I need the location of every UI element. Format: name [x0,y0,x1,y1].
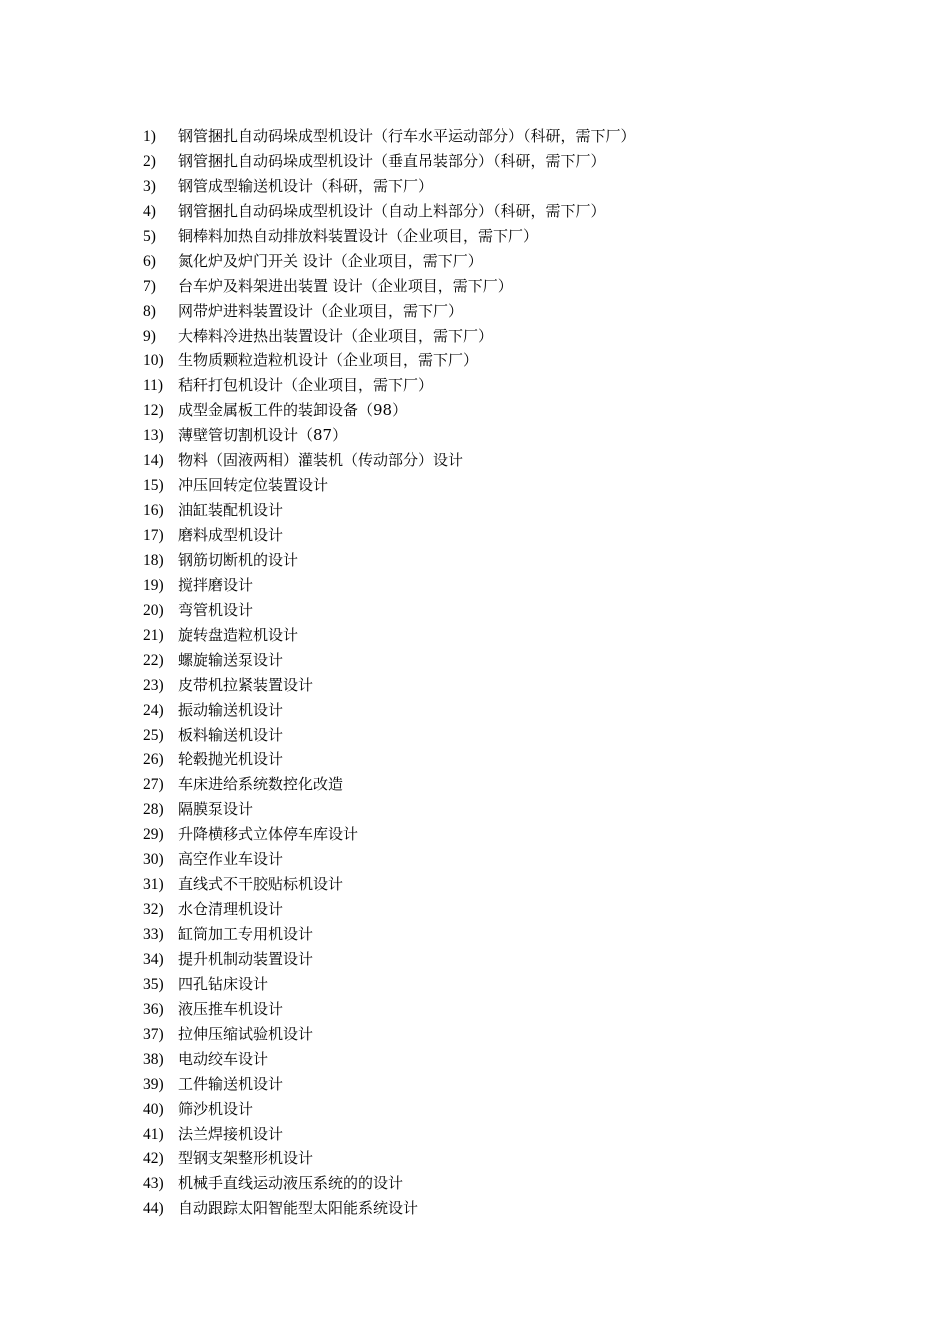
list-item-text: 四孔钻床设计 [178,974,269,993]
list-item-number: 28) [143,801,164,819]
list-item-text: 磨料成型机设计 [178,526,284,544]
list-item-number: 5) [143,227,156,245]
list-item [143,1097,636,1122]
list-item-number: 6) [143,252,156,270]
list-item [143,648,636,673]
list-item-number: 41) [143,1125,164,1143]
list-item-number: 12) [143,402,164,420]
list-item-number: 19) [143,576,164,594]
list-item-number: 4) [143,202,156,220]
list-item-text: 自动跟踪太阳智能型太阳能系统设计 [178,1199,419,1218]
list-item [143,772,636,797]
list-item-text: 工件输送机设计 [178,1074,284,1093]
list-item [143,199,636,224]
list-item-number: 10) [143,352,164,370]
list-item [143,897,636,922]
list-item-text: 筛沙机设计 [178,1099,254,1118]
list-item-text: 铜棒料加热自动排放料装置设计（企业项目，需下厂） [178,226,539,245]
list-item-text: 钢筋切断机的设计 [178,550,299,569]
list-item-text: 钢管捆扎自动码垛成型机设计（垂直吊装部分）（科研，需下厂） [178,151,606,170]
list-item-text: 缸筒加工专用机设计 [178,925,314,943]
list-item-text: 秸秆打包机设计（企业项目，需下厂） [178,376,434,395]
list-item [143,498,636,523]
list-item [143,822,636,847]
list-item-text: 车床进给系统数控化改造 [178,775,344,794]
list-item-text: 钢管捆扎自动码垛成型机设计（行车水平运动部分）（科研，需下厂） [178,127,636,145]
list-item-text: 振动输送机设计 [178,700,284,719]
list-item-number: 30) [143,851,164,869]
list-item-number: 11) [143,377,164,395]
list-item [143,847,636,872]
list-item-text: 液压推车机设计 [178,999,284,1018]
list-item-text: 法兰焊接机设计 [178,1124,284,1143]
list-item-number: 29) [143,826,164,844]
list-item [143,1196,636,1221]
list-item-text: 直线式不干胶贴标机设计 [178,875,344,894]
list-item [143,373,636,398]
list-item [143,972,636,997]
list-item [143,997,636,1022]
list-item-text: 弯管机设计 [178,600,254,619]
list-item-text: 薄壁管切割机设计（87） [178,426,348,445]
list-item-text: 皮带机拉紧装置设计 [178,675,314,694]
list-item-number: 2) [143,152,156,170]
list-item-text: 冲压回转定位装置设计 [178,476,329,495]
list-item-text: 机械手直线运动液压系统的的设计 [178,1174,404,1193]
list-item-number: 1) [143,128,156,145]
list-item-number: 20) [143,601,164,619]
list-item-number: 16) [143,502,164,520]
list-item-number: 7) [143,277,156,295]
list-item-number: 38) [143,1050,164,1068]
list-item-text: 螺旋输送泵设计 [178,650,284,669]
list-item [143,1122,636,1147]
list-item [143,299,636,324]
list-item-number: 37) [143,1025,164,1043]
list-item-text: 大棒料冷进热出装置设计（企业项目，需下厂） [178,326,494,345]
list-item-number: 25) [143,726,164,744]
list-item-number: 36) [143,1000,164,1018]
list-item [143,747,636,772]
list-item-text: 氮化炉及炉门开关 设计（企业项目，需下厂） [178,251,483,270]
list-item-number: 18) [143,551,164,569]
list-item-text: 搅拌磨设计 [178,575,254,594]
list-item-text: 板料输送机设计 [178,725,284,744]
list-item-number: 39) [143,1075,164,1093]
list-item [143,249,636,274]
list-item-number: 42) [143,1150,164,1168]
list-item [143,872,636,897]
list-item-text: 旋转盘造粒机设计 [178,625,299,644]
list-item-text: 水仓清理机设计 [178,900,284,919]
list-item [143,1072,636,1097]
list-item [143,573,636,598]
list-item-number: 26) [143,751,164,769]
list-item-number: 31) [143,876,164,894]
list-item [143,348,636,373]
list-item [143,1146,636,1171]
list-item [143,448,636,473]
list-item [143,723,636,748]
list-item-text: 轮毂抛光机设计 [178,750,284,769]
list-item-number: 3) [143,177,156,195]
list-item-number: 27) [143,776,164,794]
list-item [143,1171,636,1196]
list-item-text: 高空作业车设计 [178,850,284,869]
list-item-number: 24) [143,701,164,719]
list-item-number: 17) [143,527,164,544]
list-item-number: 23) [143,676,164,694]
list-item [143,623,636,648]
list-item [143,398,636,423]
list-item-number: 13) [143,427,164,445]
list-item-text: 网带炉进料装置设计（企业项目，需下厂） [178,301,464,320]
list-item [143,1047,636,1072]
list-item [143,797,636,822]
list-item-text: 提升机制动装置设计 [178,949,314,968]
list-item-text: 升降横移式立体停车库设计 [178,825,359,844]
list-item [143,698,636,723]
list-item-text: 拉伸压缩试验机设计 [178,1024,314,1043]
list-item-number: 32) [143,901,164,919]
list-item-number: 8) [143,302,156,320]
list-item [143,324,636,349]
list-item [143,523,636,548]
list-item-number: 33) [143,926,164,943]
list-item-number: 9) [143,327,156,345]
list-item [143,423,636,448]
list-item [143,224,636,249]
topic-list [143,124,636,1221]
list-item-text: 隔膜泵设计 [178,800,254,819]
list-item [143,149,636,174]
list-item-number: 35) [143,975,164,993]
list-item-number: 34) [143,950,164,968]
list-item-number: 21) [143,626,164,644]
list-item [143,548,636,573]
list-item-number: 43) [143,1175,164,1193]
list-item [143,947,636,972]
list-item [143,922,636,947]
list-item-number: 15) [143,477,164,495]
list-item-text: 油缸装配机设计 [178,501,284,520]
list-item-text: 型钢支架整形机设计 [178,1149,314,1168]
list-item [143,274,636,299]
list-item [143,598,636,623]
list-item [143,124,636,149]
list-item-text: 成型金属板工件的装卸设备（98） [178,401,408,420]
list-item-text: 钢管捆扎自动码垛成型机设计（自动上料部分）（科研，需下厂） [178,201,606,220]
list-item-text: 钢管成型输送机设计（科研，需下厂） [178,176,434,195]
list-item-text: 物料（固液两相）灌装机（传动部分）设计 [178,451,464,470]
list-item-number: 22) [143,651,164,669]
list-item-text: 电动绞车设计 [178,1049,269,1068]
list-item [143,1022,636,1047]
list-item-text: 生物质颗粒造粒机设计（企业项目，需下厂） [178,351,479,370]
list-item [143,473,636,498]
list-item-text: 台车炉及料架进出装置 设计（企业项目，需下厂） [178,276,513,295]
list-item-number: 44) [143,1200,164,1218]
list-item-number: 40) [143,1100,164,1118]
list-item-number: 14) [143,452,164,470]
list-item [143,673,636,698]
list-item [143,174,636,199]
